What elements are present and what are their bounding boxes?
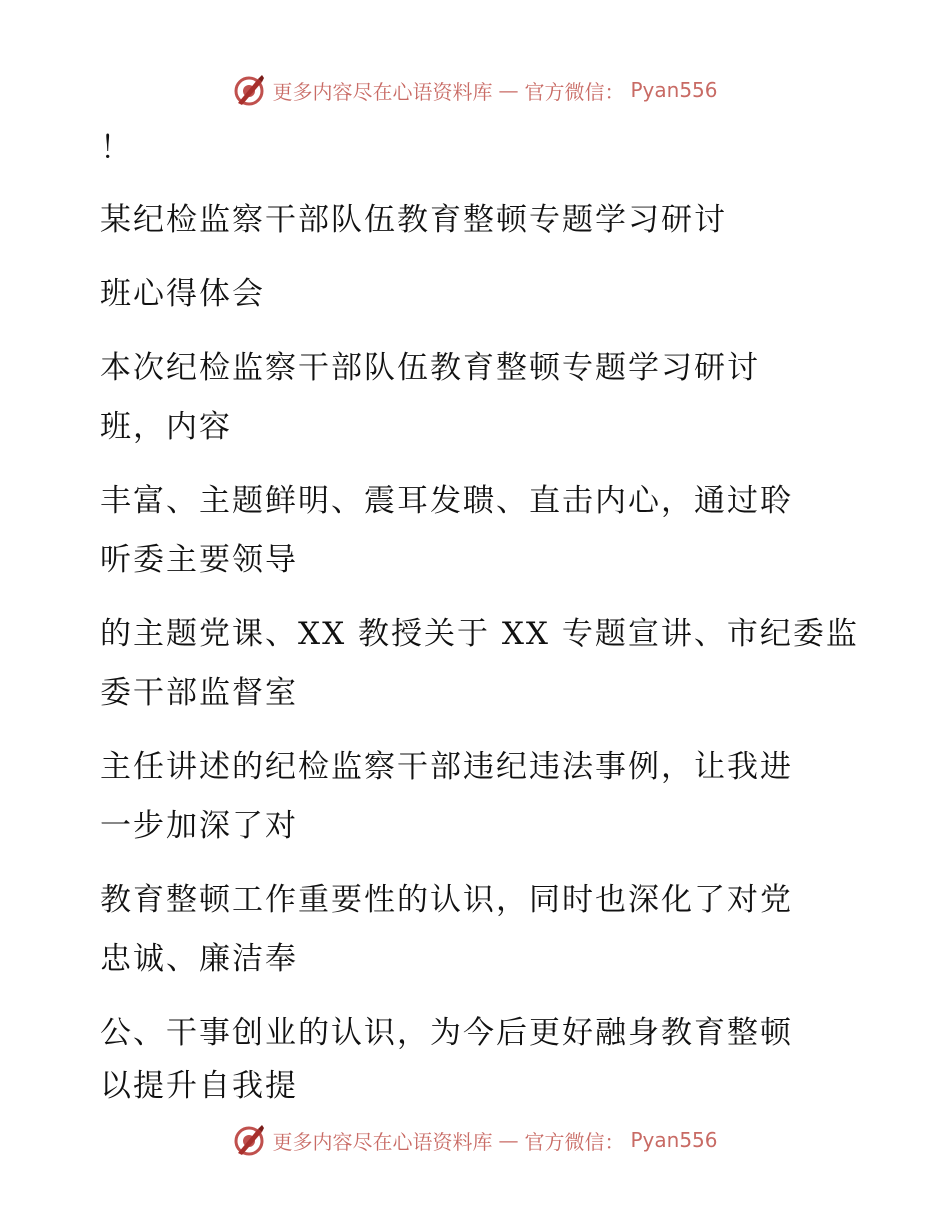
pen-circle-logo-icon [232,1123,266,1157]
document-line: 教育整顿工作重要性的认识，同时也深化了对党 [100,882,793,918]
document-line: 某纪检监察干部队伍教育整顿专题学习研讨 [100,202,727,238]
header-wechat-id: Pyan556 [630,78,718,102]
document-line: 委干部监督室 [100,675,298,711]
document-line: 以提升自我提 [100,1068,298,1104]
document-line: 的主题党课、XX 教授关于 XX 专题宣讲、市纪委监 [100,616,859,652]
document-line: 班心得体会 [100,276,265,312]
document-line: 听委主要领导 [100,542,298,578]
pen-circle-logo-icon [232,73,266,107]
header-site-text: 更多内容尽在心语资料库 [272,79,493,104]
document-line: 一步加深了对 [100,808,298,844]
header-dash: — [498,78,519,102]
header-wechat-label: 官方微信： [524,79,625,104]
document-line: 公、干事创业的认识，为今后更好融身教育整顿 [100,1015,793,1051]
footer-wechat-id: Pyan556 [630,1128,718,1152]
document-line: 班，内容 [100,409,232,445]
document-line: 丰富、主题鲜明、震耳发聩、直击内心，通过聆 [100,483,793,519]
document-line: ！ [100,130,133,166]
document-line: 主任讲述的纪检监察干部违纪违法事例，让我进 [100,749,793,785]
footer-dash: — [498,1128,519,1152]
footer-banner [0,1120,950,1160]
document-line: 本次纪检监察干部队伍教育整顿专题学习研讨 [100,350,760,386]
document-line: 忠诚、廉洁奉 [100,941,298,977]
footer-wechat-label: 官方微信： [524,1129,625,1154]
footer-site-text: 更多内容尽在心语资料库 [272,1129,493,1154]
header-banner [0,70,950,110]
